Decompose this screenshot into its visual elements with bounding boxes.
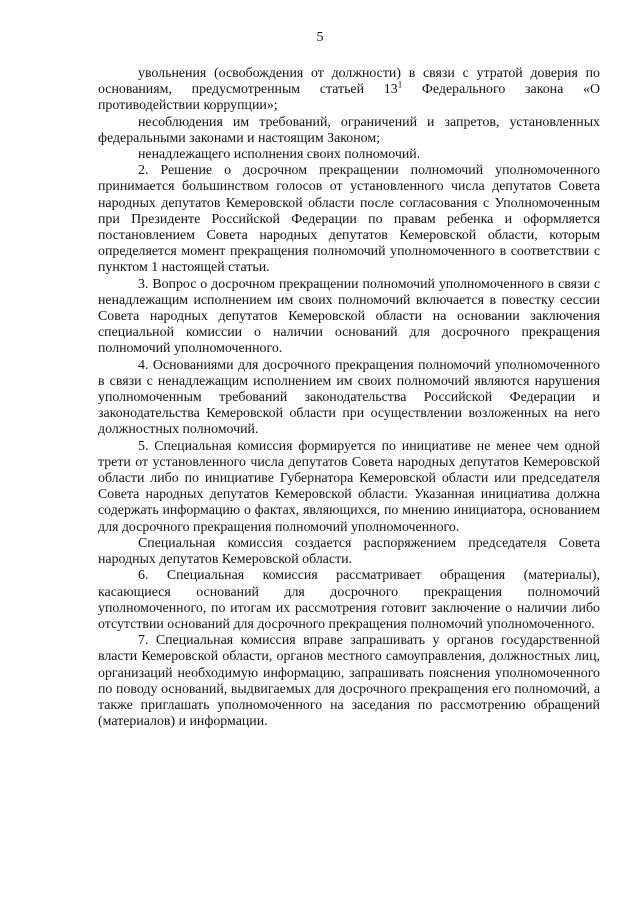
document-body — [98, 66, 600, 730]
paragraph-clause-4: 4. Основаниями для досрочного прекращения полномочий уполномоченного в связи с ненадлежащим исполнением им своих полномочий являются нарушения уполномоченным требований законодательства Российской Федерации и законодательства Кемеровской области при осуществлении возложенных на него должностных полномочий. — [98, 357, 600, 438]
paragraph-clause-3: 3. Вопрос о досрочном прекращении полномочий уполномоченного в связи с ненадлежащим исполнением им своих полномочий включается в повестку сессии Совета народных депутатов Кемеровской области на основании заключения специальной комиссии о наличии оснований для досрочного прекращения полномочий уполномоченного. — [98, 276, 600, 357]
paragraph-improper-performance: ненадлежащего исполнения своих полномочий. — [138, 147, 421, 163]
paragraph-commission-creation: Специальная комиссия создается распоряжением председателя Совета народных депутатов Кемеровской области. — [98, 535, 600, 568]
paragraph-clause-2: 2. Решение о досрочном прекращении полномочий уполномоченного принимается большинством голосов от установленного числа депутатов Совета народных депутатов Кемеровской области после согласования с Уполномоченным при Президенте Российской Федерации по правам ребенка и оформляется постановлением Совета народных депутатов Кемеровской области, которым определяется момент прекращения полномочий уполномоченного в соответствии с пунктом 1 настоящей статьи. — [98, 163, 600, 276]
paragraph-dismissal-loss-of-trust — [98, 66, 600, 115]
paragraph-clause-6: 6. Специальная комиссия рассматривает обращения (материалы), касающиеся оснований для досрочного прекращения полномочий уполномоченного, по итогам их рассмотрения готовит заключение о наличии либо отсутствии оснований для досрочного прекращения полномочий уполномоченного. — [98, 568, 600, 632]
superscript: 1 — [397, 79, 403, 90]
paragraph-clause-7: 7. Специальная комиссия вправе запрашивать у органов государственной власти Кемеровской области, органов местного самоуправления, должностных лиц, организаций необходимую информацию, запрашивать пояснения уполномоченного по поводу оснований, выдвигаемых для досрочного прекращения его полномочий, а также приглашать уполномоченного на заседания по рассмотрению обращений (материалов) и информации. — [98, 633, 600, 730]
page-number: 5 — [316, 30, 324, 45]
text-segment: Федерального закона «О противодействии коррупции»; — [98, 82, 601, 114]
paragraph-noncompliance: несоблюдения им требований, ограничений и запретов, установленных федеральными законами и настоящим Законом; — [98, 114, 600, 146]
paragraph-clause-5: 5. Специальная комиссия формируется по инициативе не менее чем одной трети от установленного числа депутатов Совета народных депутатов Кемеровской области либо по инициативе Губернатора Кемеровской области или председателя Совета народных депутатов Кемеровской области. Указанная инициатива должна содержать информацию о фактах, являющихся, по мнению инициатора, основанием для досрочного прекращения полномочий уполномоченного. — [98, 438, 600, 535]
text-segment: увольнения (освобождения от должности) в связи с утратой доверия по основаниям, предусмотренным статьей 13 — [98, 66, 600, 98]
